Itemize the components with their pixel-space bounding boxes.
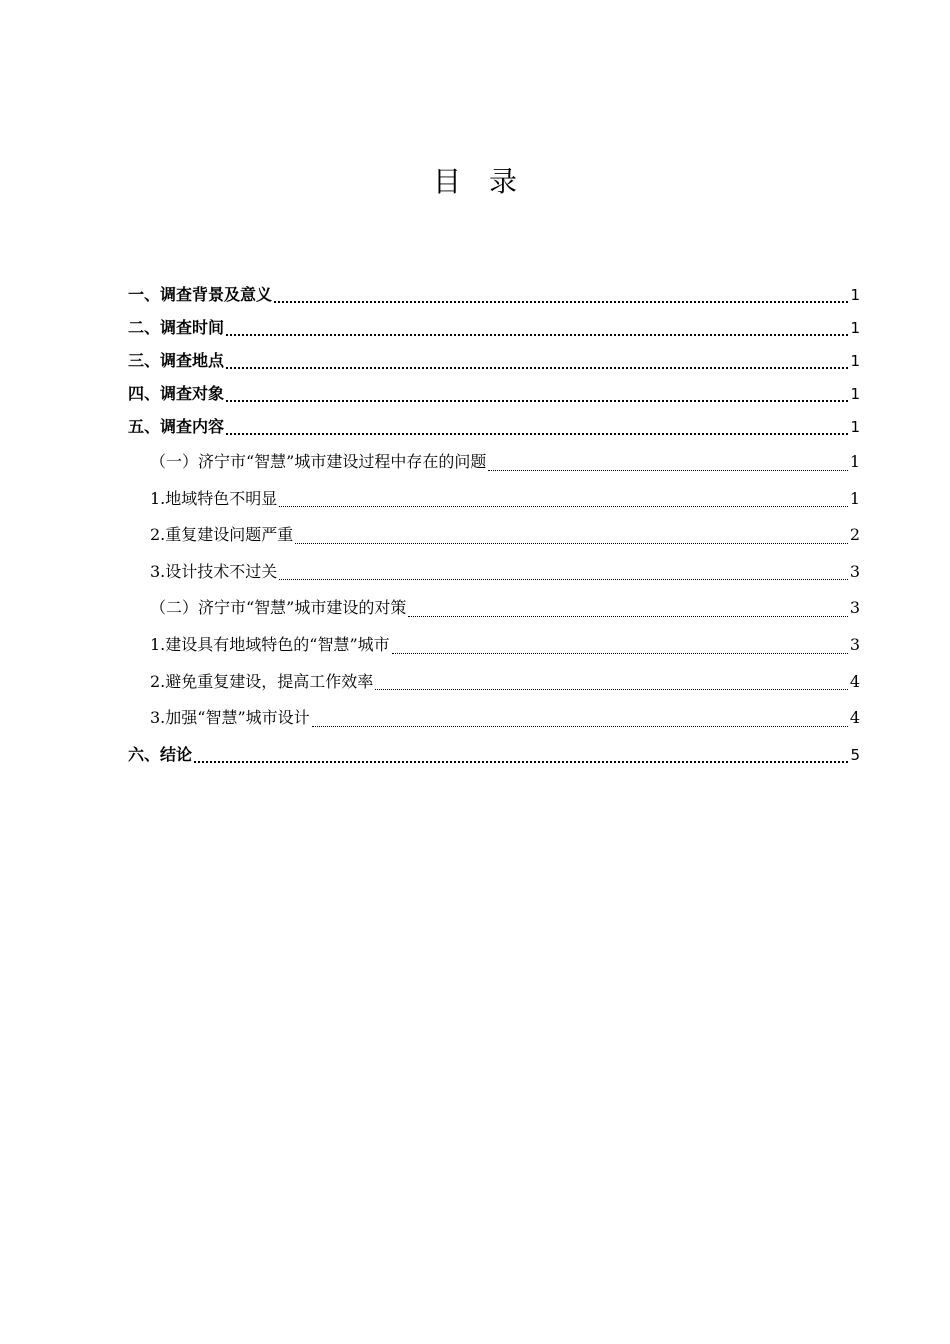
toc-entry-page: 4: [849, 671, 860, 691]
toc-entry-label: 四、调查对象: [128, 384, 225, 403]
toc-entry-page: 2: [849, 525, 860, 545]
toc-entry-label: 三、调查地点: [128, 351, 225, 370]
toc-entry-label: 2.重复建设问题严重: [150, 525, 294, 545]
toc-subentry[interactable]: [128, 705, 860, 742]
toc-entry-page: 1: [850, 352, 860, 370]
toc-leader-dots: [408, 616, 847, 617]
page-title-char: 录: [489, 165, 518, 198]
toc-entry[interactable]: [128, 414, 860, 447]
toc-leader-dots: [295, 543, 848, 544]
toc-entry-page: 5: [850, 745, 860, 764]
toc-subentry[interactable]: [128, 595, 860, 632]
toc-entry-label: 3.加强“智慧”城市设计: [150, 708, 310, 728]
page-title-char: 目: [432, 165, 461, 198]
toc-entry-label: 2.避免重复建设，提高工作效率: [150, 671, 374, 691]
toc-entry-page: 1: [850, 286, 860, 304]
toc-entry-page: 3: [849, 634, 860, 654]
table-of-contents: [128, 282, 860, 775]
toc-entry-page: 4: [849, 708, 860, 728]
toc-leader-dots: [392, 653, 848, 654]
toc-leader-dots: [375, 689, 848, 690]
toc-leader-dots: [488, 470, 847, 471]
toc-entry-label: 二、调查时间: [128, 318, 225, 337]
toc-subentry[interactable]: [128, 522, 860, 559]
toc-leader-dots: [274, 301, 848, 303]
toc-entry[interactable]: [128, 381, 860, 414]
toc-entry-label: 一、调查背景及意义: [128, 285, 273, 304]
toc-leader-dots: [279, 579, 848, 580]
toc-leader-dots: [226, 433, 848, 435]
toc-leader-dots: [194, 761, 848, 763]
toc-subentry[interactable]: [128, 559, 860, 596]
toc-leader-dots: [279, 506, 848, 507]
toc-entry-page: 1: [849, 488, 860, 508]
toc-subentry[interactable]: [128, 449, 860, 486]
toc-entry-page: 1: [850, 319, 860, 337]
toc-entry-label: 3.设计技术不过关: [150, 561, 278, 581]
toc-leader-dots: [226, 334, 848, 336]
toc-entry-label: （二）济宁市“智慧”城市建设的对策: [150, 598, 407, 618]
toc-entry-page: 1: [849, 452, 860, 471]
toc-entry[interactable]: [128, 315, 860, 348]
toc-subentry[interactable]: [128, 632, 860, 669]
toc-entry-label: 1.地域特色不明显: [150, 488, 278, 508]
toc-entry-page: 3: [849, 561, 860, 581]
toc-entry[interactable]: [128, 348, 860, 381]
toc-leader-dots: [226, 367, 848, 369]
toc-leader-dots: [312, 726, 848, 727]
page-title: [0, 160, 950, 200]
toc-entry[interactable]: [128, 742, 860, 775]
toc-entry-label: 五、调查内容: [128, 417, 225, 436]
toc-subentry[interactable]: [128, 669, 860, 706]
toc-leader-dots: [226, 400, 848, 402]
toc-subentry[interactable]: [128, 486, 860, 523]
toc-entry-label: 1.建设具有地域特色的“智慧”城市: [150, 634, 390, 654]
toc-entry[interactable]: [128, 282, 860, 315]
toc-entry-label: 六、结论: [128, 744, 193, 764]
toc-entry-page: 3: [849, 598, 860, 618]
toc-entry-page: 1: [850, 385, 860, 403]
toc-entry-label: （一）济宁市“智慧”城市建设过程中存在的问题: [150, 452, 487, 471]
toc-entry-page: 1: [850, 418, 860, 436]
